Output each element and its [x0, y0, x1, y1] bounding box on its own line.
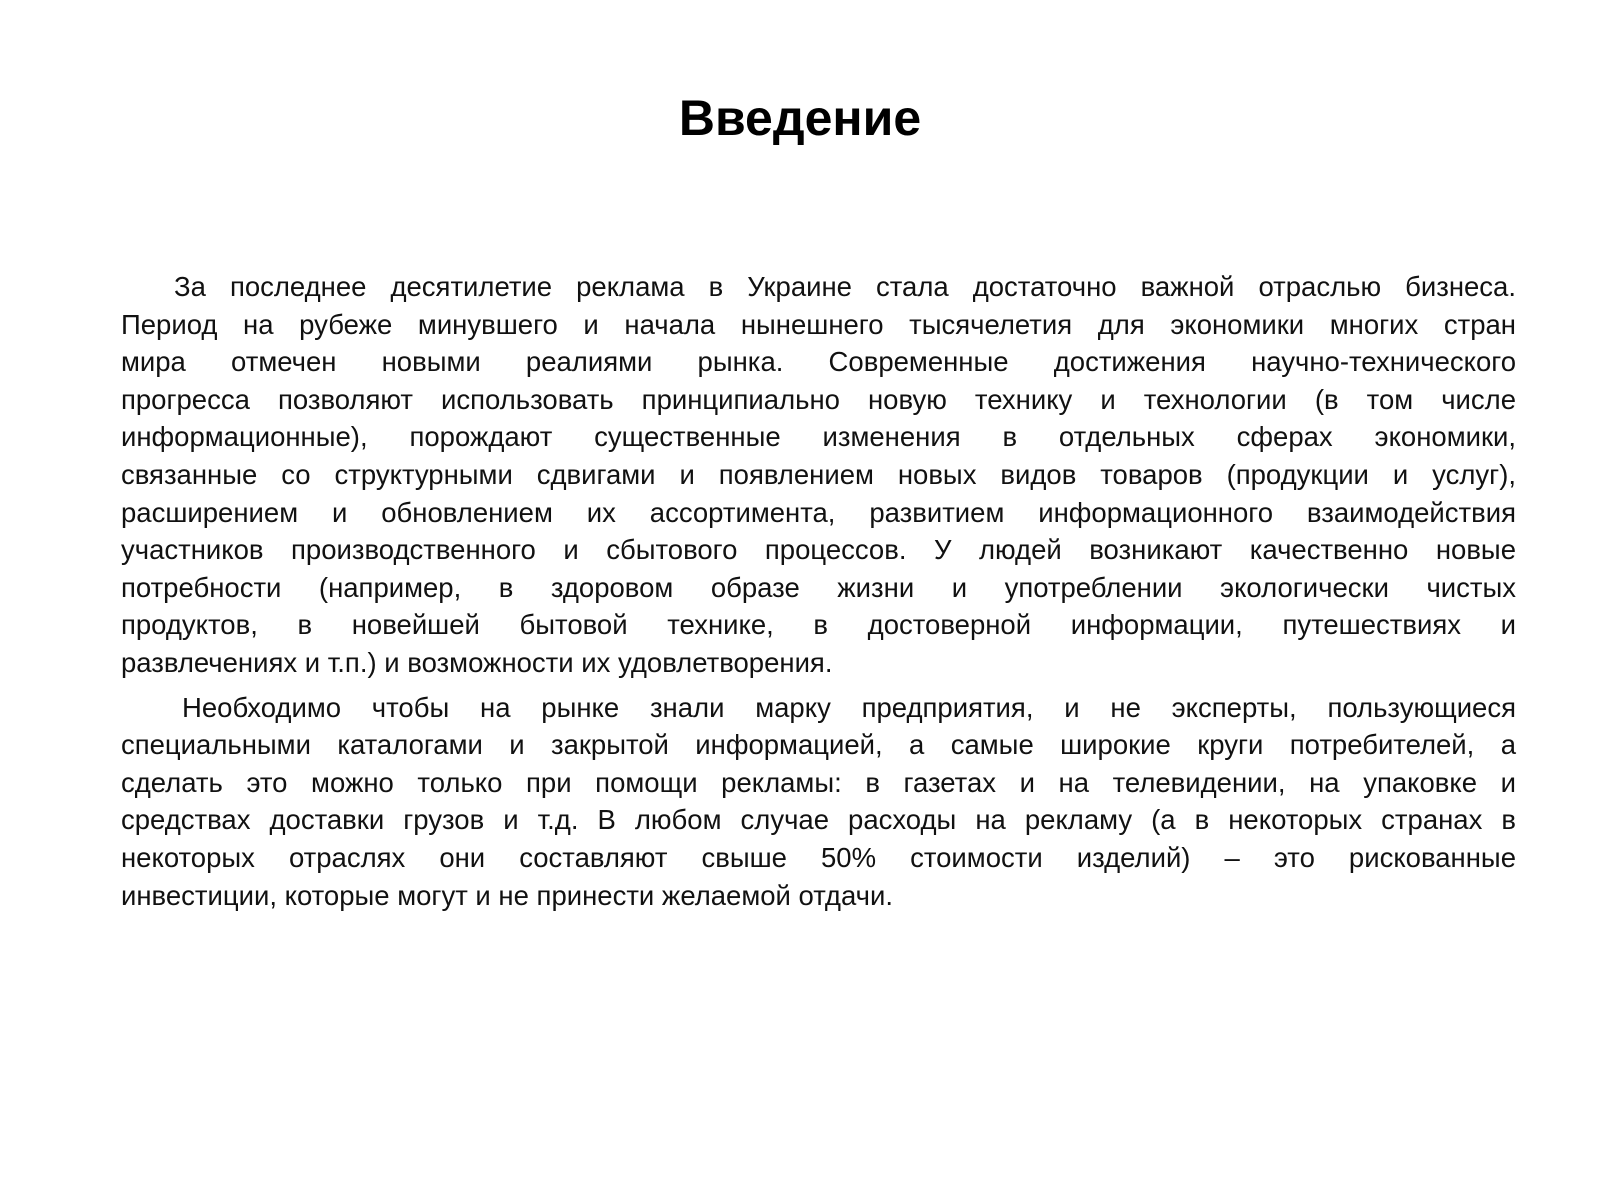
text-line: участников производственного и сбытового процессов. У людей возникают качественно новые [121, 534, 1516, 566]
text-line: некоторых отраслях они составляют свыше 50% стоимости изделий) – это рискованные [121, 841, 1516, 873]
text-line: мира отмечен новыми реалиями рынка. Современные достижения научно-технического [121, 346, 1516, 378]
text-line: развлечениях и т.п.) и возможности их удовлетворения. [121, 646, 833, 678]
text-line: специальными каталогами и закрытой информацией, а самые широкие круги потребителей, а [121, 729, 1516, 761]
paragraph-2 [121, 689, 1516, 915]
text-line: продуктов, в новейшей бытовой технике, в достоверной информации, путешествиях и [121, 609, 1516, 641]
text-line: За последнее десятилетие реклама в Украине стала достаточно важной отраслью бизнеса. [174, 271, 1516, 302]
text-line: Необходимо чтобы на рынке знали марку предприятия, и не эксперты, пользующиеся [182, 691, 1516, 723]
slide-title: Введение [678, 90, 922, 146]
text-line: потребности (например, в здоровом образе жизни и употреблении экологически чистых [121, 571, 1516, 603]
text-line: расширением и обновлением их ассортимента, развитием информационного взаимодействия [121, 496, 1516, 528]
text-line: Период на рубеже минувшего и начала нынешнего тысячелетия для экономики многих стран [121, 308, 1516, 340]
paragraph-1 [121, 268, 1516, 682]
body-text [121, 268, 1516, 914]
text-line: информационные), порождают существенные изменения в отдельных сферах экономики, [121, 421, 1516, 453]
text-line: прогресса позволяют использовать принципиально новую технику и технологии (в том числе [121, 383, 1516, 415]
paragraph-spacer [121, 682, 1516, 689]
text-line: средствах доставки грузов и т.д. В любом случае расходы на рекламу (а в некоторых странах в [121, 804, 1516, 836]
text-line: связанные со структурными сдвигами и появлением новых видов товаров (продукции и услуг), [121, 458, 1516, 490]
text-line: инвестиции, которые могут и не принести желаемой отдачи. [121, 879, 893, 911]
text-line: сделать это можно только при помощи рекламы: в газетах и на телевидении, на упаковке и [121, 766, 1516, 798]
